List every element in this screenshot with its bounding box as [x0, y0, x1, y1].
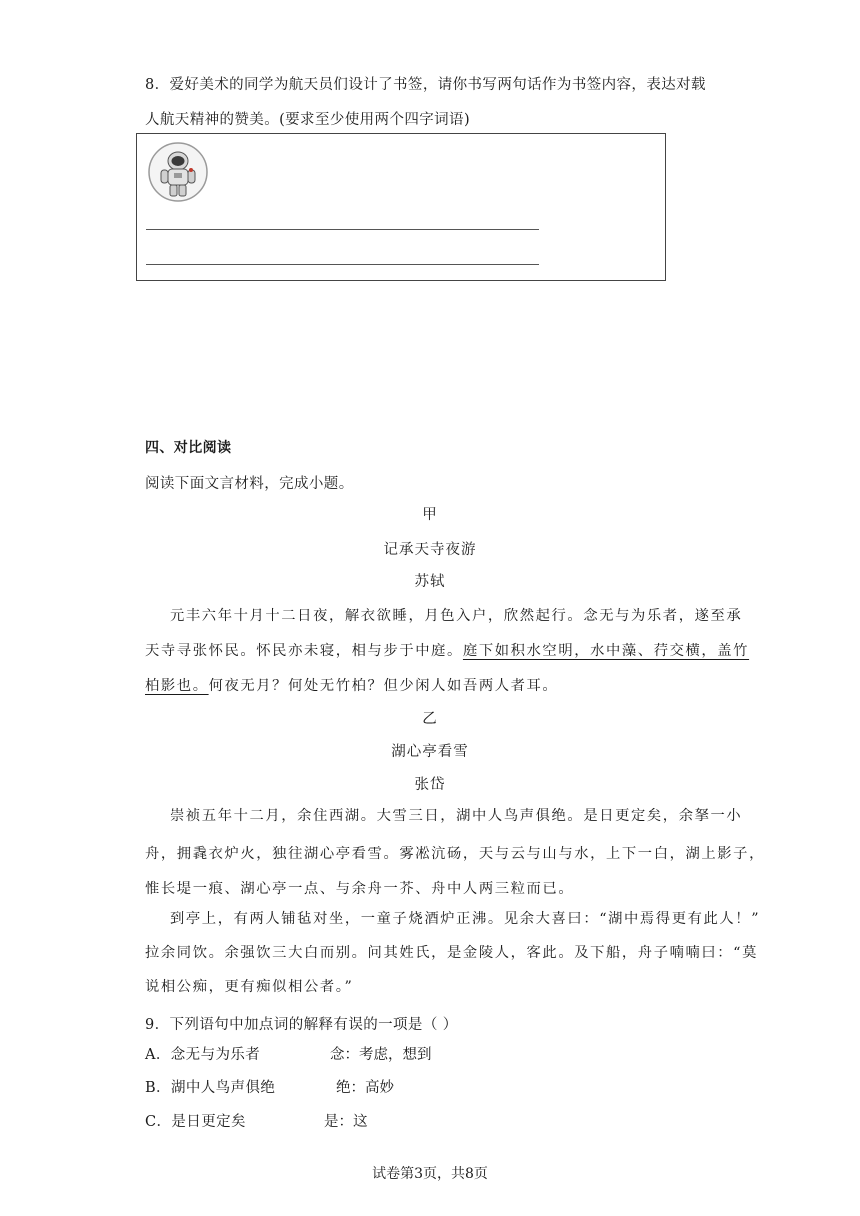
option-b-gloss: 绝：高妙: [336, 1080, 394, 1096]
passage-jia-label: 甲: [422, 507, 438, 523]
option-c-gloss: 是：这: [324, 1114, 368, 1130]
passage-yi-title: 湖心亭看雪: [391, 744, 469, 760]
passage-jia-line-2-plain: 天寺寻张怀民。怀民亦未寝，相与步于中庭。: [145, 643, 463, 659]
passage-yi-author: 张岱: [414, 777, 446, 793]
passage-yi-line-6: 说相公痴，更有痴似相公者。”: [145, 979, 354, 995]
passage-jia-underlined-sentence: 庭下如积水空明，水中藻、荇交横，盖竹: [462, 643, 750, 659]
astronaut-icon: [147, 141, 213, 203]
answer-line-2[interactable]: [146, 264, 539, 265]
passage-jia-author: 苏轼: [414, 574, 446, 590]
passage-yi-line-5: 拉余同饮。余强饮三大白而别。问其姓氏，是金陵人，客此。及下船，舟子喃喃曰：“莫: [145, 945, 758, 961]
question-9-stem: 9．下列语句中加点词的解释有误的一项是（ ）: [145, 1017, 458, 1033]
passage-jia-underlined-end: 柏影也。: [145, 678, 209, 694]
bookmark-answer-box: [136, 133, 666, 281]
passage-yi-line-3: 惟长堤一痕、湖心亭一点、与余舟一芥、舟中人两三粒而已。: [145, 881, 575, 897]
section-heading: 四、对比阅读: [145, 440, 232, 456]
passage-jia-title: 记承天寺夜游: [383, 542, 477, 558]
question-8-line-1: 8．爱好美术的同学为航天员们设计了书签，请你书写两句话作为书签内容，表达对载: [145, 77, 706, 93]
answer-line-1[interactable]: [146, 229, 539, 230]
option-a[interactable]: A．念无与为乐者: [145, 1047, 261, 1063]
passage-yi-line-1: 崇祯五年十二月，余住西湖。大雪三日，湖中人鸟声俱绝。是日更定矣，余拏一小: [170, 808, 743, 824]
question-8-line-2: 人航天精神的赞美。(要求至少使用两个四字词语): [145, 112, 471, 128]
passage-yi-line-2: 舟，拥毳衣炉火，独往湖心亭看雪。雾凇沆砀，天与云与山与水，上下一白，湖上影子，: [145, 846, 765, 862]
page-footer: 试卷第3页，共8页: [372, 1166, 488, 1182]
passage-jia-line-1: 元丰六年十月十二日夜，解衣欲睡，月色入户，欣然起行。念无与为乐者，遂至承: [170, 608, 743, 624]
passage-jia-line-3-plain: 何夜无月？何处无竹柏？但少闲人如吾两人者耳。: [208, 678, 559, 694]
passage-jia-line-3: [145, 675, 558, 695]
option-c[interactable]: C．是日更定矣: [145, 1114, 246, 1130]
option-b[interactable]: B．湖中人鸟声俱绝: [145, 1080, 276, 1096]
section-intro: 阅读下面文言材料，完成小题。: [145, 476, 354, 492]
option-a-gloss: 念：考虑，想到: [330, 1047, 432, 1063]
passage-yi-line-4: 到亭上，有两人铺毡对坐，一童子烧酒炉正沸。见余大喜曰：“湖中焉得更有此人！”: [170, 911, 761, 927]
passage-jia-line-2: [145, 640, 749, 660]
passage-yi-label: 乙: [422, 711, 438, 727]
